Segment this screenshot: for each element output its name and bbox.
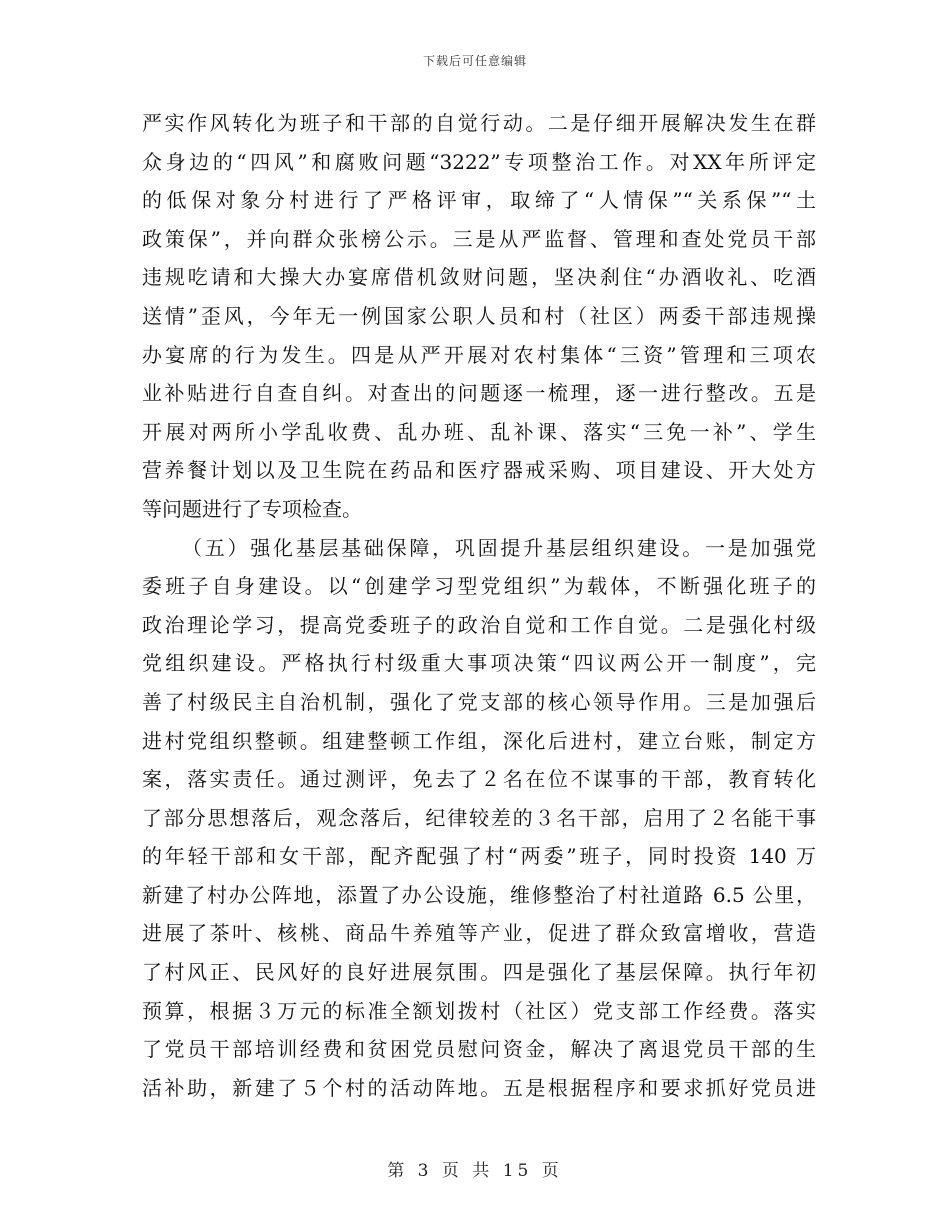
text-line: 送情”歪风，今年无一例国家公职人员和村（社区）两委干部违规操: [142, 303, 816, 328]
text-line: 了村风正、民风好的良好进展氛围。四是强化了基层保障。执行年初: [142, 960, 816, 985]
text-line: 开展对两所小学乱收费、乱办班、乱补课、落实“三免一补”、学生: [142, 419, 816, 444]
text-line: 了党员干部培训经费和贫困党员慰问资金，解决了离退党员干部的生: [142, 1037, 816, 1062]
text-line: 办宴席的行为发生。四是从严开展对农村集体“三资”管理和三项农: [142, 342, 816, 367]
text-line: 党组织建设。严格执行村级重大事项决策“四议两公开一制度”，完: [142, 651, 816, 676]
text-line: 政治理论学习，提高党委班子的政治自觉和工作自觉。二是强化村级: [142, 612, 816, 637]
text-line: 了部分思想落后，观念落后，纪律较差的３名干部，启用了２名能干事: [142, 805, 816, 830]
text-line: 的年轻干部和女干部，配齐配强了村“两委”班子，同时投资 140 万: [142, 844, 816, 869]
text-line: 活补助，新建了５个村的活动阵地。五是根据程序和要求抓好党员进: [142, 1075, 816, 1100]
text-line: 严实作风转化为班子和干部的自觉行动。二是仔细开展解决发生在群: [142, 111, 816, 135]
text-line: 营养餐计划以及卫生院在药品和医疗器戒采购、项目建设、开大处方: [142, 458, 816, 483]
text-line: 预算，根据３万元的标准全额划拨村（社区）党支部工作经费。落实: [142, 998, 816, 1023]
document-body: [142, 104, 816, 1107]
text-line: 案，落实责任。通过测评，免去了２名在位不谋事的干部，教育转化: [142, 767, 816, 792]
text-line: 进村党组织整顿。组建整顿工作组，深化后进村，建立台账，制定方: [142, 728, 816, 753]
text-line: 新建了村办公阵地，添置了办公设施，维修整治了村社道路 6.5 公里，: [142, 882, 816, 907]
text-line: 众身边的“四风”和腐败问题“3222”专项整治工作。对XX年所评定: [142, 149, 816, 174]
text-line: 等问题进行了专项检查。: [142, 496, 362, 521]
page-header: 下载后可任意编辑: [422, 54, 527, 68]
text-line: 善了村级民主自治机制，强化了党支部的核心领导作用。三是加强后: [142, 689, 816, 714]
text-line: 委班子自身建设。以“创建学习型党组织”为载体，不断强化班子的: [142, 574, 816, 599]
page-number-footer: 第 3 页 共 15 页: [387, 1161, 563, 1181]
text-line: 进展了茶叶、核桃、商品牛养殖等产业，促进了群众致富增收，营造: [142, 921, 816, 946]
paragraph-first-line: （五）强化基层基础保障，巩固提升基层组织建设。一是加强党: [182, 535, 816, 560]
text-line: 政策保”，并向群众张榜公示。三是从严监督、管理和查处党员干部: [142, 226, 816, 251]
text-line: 业补贴进行自查自纠。对查出的问题逐一梳理，逐一进行整改。五是: [142, 381, 816, 406]
text-line: 的低保对象分村进行了严格评审，取缔了“人情保”“关系保”“土: [142, 188, 816, 213]
text-line: 违规吃请和大操大办宴席借机敛财问题，坚决刹住“办酒收礼、吃酒: [142, 265, 816, 290]
